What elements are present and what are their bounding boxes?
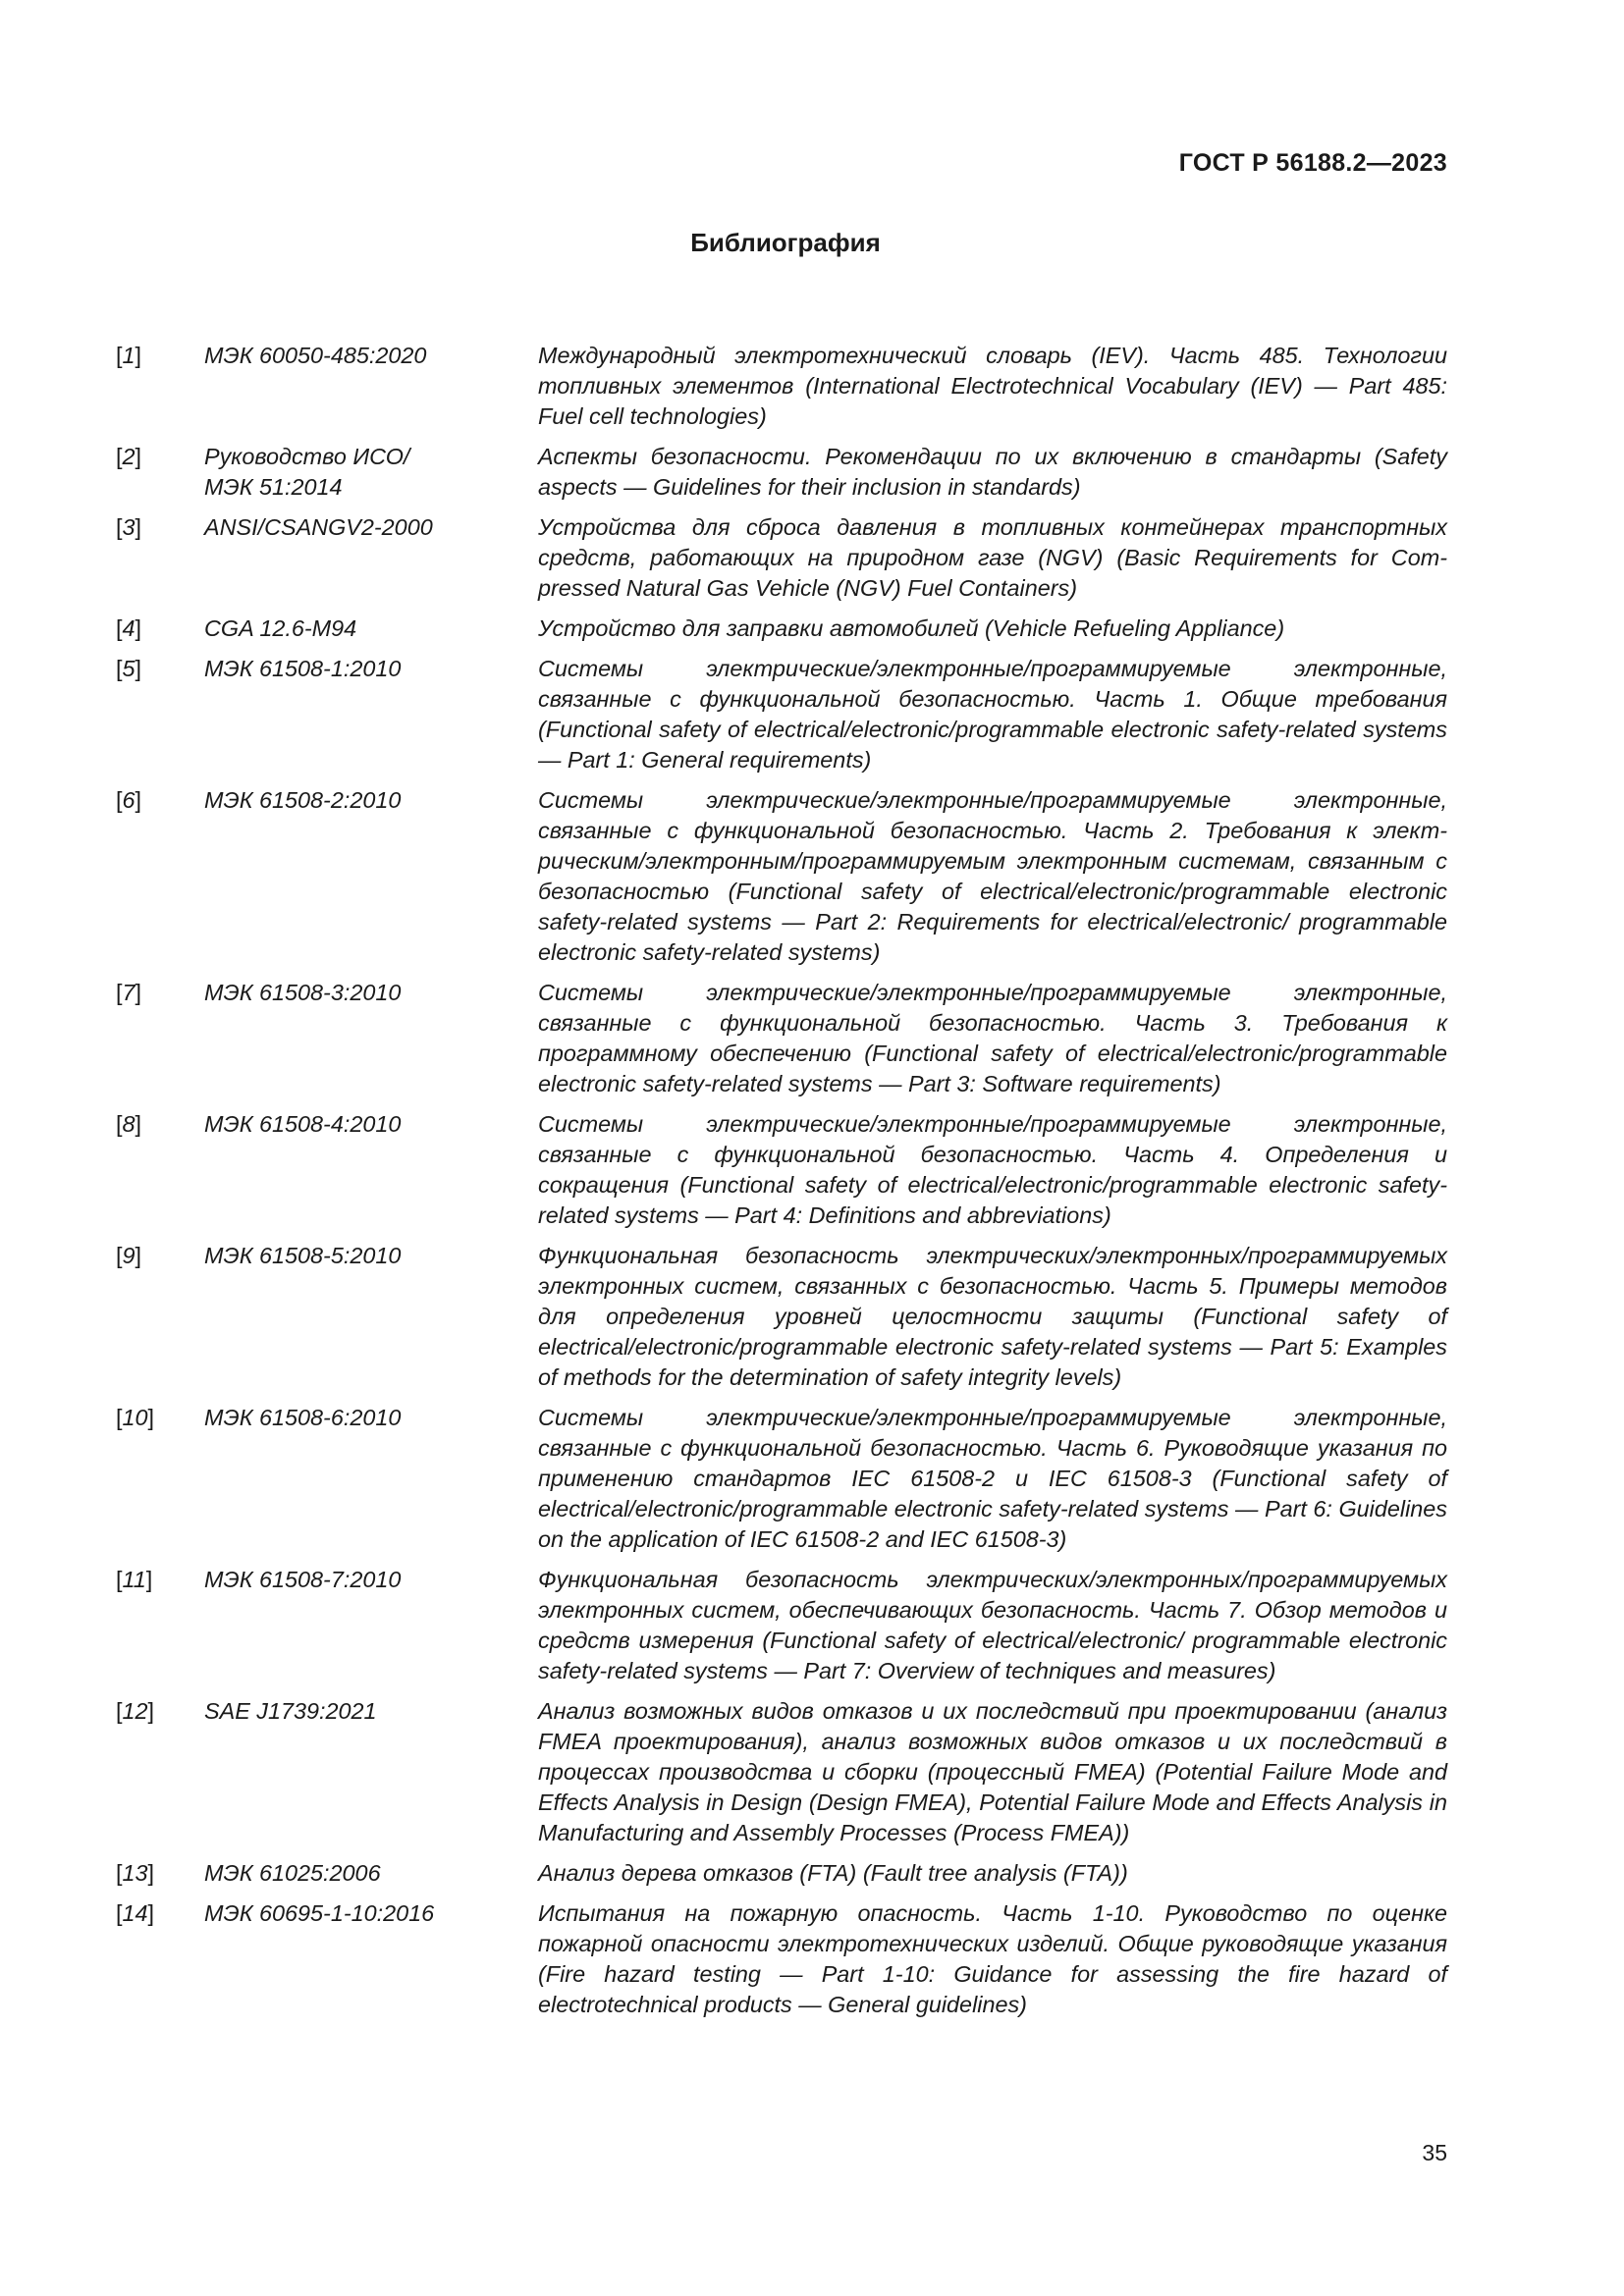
bibliography-list bbox=[116, 341, 1447, 2030]
entry-number: [10] bbox=[116, 1405, 155, 1430]
entry-description: Системы электрические/электронные/программируемые электронные, связанные с функциональной безопасностью. Часть 4. Определения и сокращения (Functional safety of electrical/electronic/programmable electronic safety-related systems — Part 4: Definitions and abbreviations) bbox=[538, 1111, 1447, 1228]
entry-number: [2] bbox=[116, 444, 142, 469]
entry-standard-code: МЭК 60695-1-10:2016 bbox=[204, 1900, 435, 1926]
entry-standard-code: МЭК 61508-3:2010 bbox=[204, 980, 402, 1005]
entry-number: [13] bbox=[116, 1860, 155, 1886]
entry-description: Системы электрические/электронные/программируемые электронные, связанные с функциональной безопасностью. Часть 6. Руководящие указания по применению стандартов IEC 61508-2 и IEC 61508-3 (Functional safety of electrical/electronic/programmable electronic safety-related systems — Part 6: Guidelines on the application of IEC 61508-2 and IEC 61508-3) bbox=[538, 1405, 1447, 1552]
entry-number: [1] bbox=[116, 343, 142, 368]
bibliography-entry bbox=[116, 654, 1447, 775]
entry-description: Международный электротехнический словарь (IEV). Часть 485. Технологии топливных элементов (International Electrotechnical Vocabulary (IEV) — Part 485: Fuel cell technologies) bbox=[538, 343, 1447, 429]
bibliography-entry bbox=[116, 1403, 1447, 1555]
entry-number: [5] bbox=[116, 656, 142, 681]
entry-standard-code: МЭК 60050-485:2020 bbox=[204, 343, 427, 368]
entry-standard-code: МЭК 61508-4:2010 bbox=[204, 1111, 402, 1137]
page-number: 35 bbox=[1422, 2140, 1447, 2165]
entry-number: [8] bbox=[116, 1111, 142, 1137]
entry-standard-code: Руководство ИСО/ МЭК 51:2014 bbox=[204, 444, 410, 500]
entry-standard-code: МЭК 61508-7:2010 bbox=[204, 1567, 402, 1592]
bibliography-entry bbox=[116, 1241, 1447, 1393]
entry-description: Испытания на пожарную опасность. Часть 1-10. Руководство по оценке пожарной опасности электротехнических изделий. Общие руководящие указания (Fire hazard testing — Part 1-10: Guidance for assessing the fire hazard of electrotechnical products — General guidelines) bbox=[538, 1900, 1447, 2017]
entry-number: [3] bbox=[116, 514, 142, 540]
bibliography-entry bbox=[116, 614, 1447, 644]
entry-standard-code: МЭК 61508-5:2010 bbox=[204, 1243, 402, 1268]
entry-description: Аспекты безопасности. Рекомендации по их включению в стандарты (Safety aspects — Guidelines for their inclusion in standards) bbox=[538, 444, 1447, 500]
entry-description: Устройства для сброса давления в топливных контейнерах транспортных средств, работающих на природном газе (NGV) (Basic Requirements for Compressed Natural Gas Vehicle (NGV) Fuel Containers) bbox=[538, 514, 1447, 601]
bibliography-entry bbox=[116, 1109, 1447, 1231]
entry-number: [6] bbox=[116, 787, 142, 813]
entry-description: Анализ возможных видов отказов и их последствий при проектировании (анализ FMEA проектирования), анализ возможных видов отказов и их последствий в процессах производства и сборки (процессный FMEA) (Potential Failure Mode and Effects Analysis in Design (Design FMEA), Potential Failure Mode and Effects Analysis in Manufacturing and Assembly Processes (Process FMEA)) bbox=[538, 1698, 1447, 1845]
document-code: ГОСТ Р 56188.2—2023 bbox=[1178, 149, 1447, 177]
entry-standard-code: SAE J1739:2021 bbox=[204, 1698, 377, 1724]
bibliography-entry bbox=[116, 1696, 1447, 1848]
bibliography-entry bbox=[116, 1565, 1447, 1686]
entry-number: [12] bbox=[116, 1698, 155, 1724]
entry-description: Системы электрические/электронные/программируемые электронные, связанные с функциональной безопасностью. Часть 2. Требования к электрическим/электронным/программируемым электронным системам, связанным с безопасностью (Functional safety of electrical/electronic/programmable electronic safety-related systems — Part 2: Requirements for electrical/electronic/ programmable electronic safety-related systems) bbox=[538, 787, 1447, 965]
entry-description: Устройство для заправки автомобилей (Vehicle Refueling Appliance) bbox=[538, 615, 1285, 641]
entry-description: Системы электрические/электронные/программируемые электронные, связанные с функциональной безопасностью. Часть 1. Общие требования (Functional safety of electrical/electronic/programmable electronic safety-related systems — Part 1: General requirements) bbox=[538, 656, 1447, 773]
bibliography-entry bbox=[116, 978, 1447, 1099]
bibliography-entry bbox=[116, 1858, 1447, 1889]
page-title: Библиография bbox=[690, 228, 881, 257]
bibliography-entry bbox=[116, 1898, 1447, 2020]
entry-standard-code: CGA 12.6-M94 bbox=[204, 615, 357, 641]
entry-description: Функциональная безопасность электрических/электронных/программируемых электронных систем, связанных с безопасностью. Часть 5. Примеры методов для определения уровней целостности защиты (Functional safety of electrical/electronic/programmable electronic safety-related systems — Part 5: Examples of methods for the determination of safety integrity levels) bbox=[538, 1243, 1447, 1390]
entry-standard-code: МЭК 61508-1:2010 bbox=[204, 656, 402, 681]
entry-standard-code: ANSI/CSANGV2-2000 bbox=[204, 514, 433, 540]
entry-number: [11] bbox=[116, 1567, 153, 1592]
entry-standard-code: МЭК 61508-2:2010 bbox=[204, 787, 402, 813]
bibliography-entry bbox=[116, 785, 1447, 968]
bibliography-entry bbox=[116, 512, 1447, 604]
entry-description: Системы электрические/электронные/программируемые электронные, связанные с функциональной безопасностью. Часть 3. Требования к программному обеспечению (Functional safety of electrical/electronic/programmable electronic safety-related systems — Part 3: Software requirements) bbox=[538, 980, 1447, 1096]
bibliography-entry bbox=[116, 442, 1447, 503]
entry-number: [9] bbox=[116, 1243, 142, 1268]
entry-number: [14] bbox=[116, 1900, 155, 1926]
entry-standard-code: МЭК 61508-6:2010 bbox=[204, 1405, 402, 1430]
bibliography-entry bbox=[116, 341, 1447, 432]
entry-description: Анализ дерева отказов (FTA) (Fault tree analysis (FTA)) bbox=[538, 1860, 1128, 1886]
entry-description: Функциональная безопасность электрических/электронных/программируемых электронных систем, обеспечивающих безопасность. Часть 7. Обзор методов и средств измерения (Functional safety of electrical/electronic/ programmable electronic safety-related systems — Part 7: Overview of techniques and measures) bbox=[538, 1567, 1447, 1683]
entry-number: [4] bbox=[116, 615, 142, 641]
entry-number: [7] bbox=[116, 980, 142, 1005]
entry-standard-code: МЭК 61025:2006 bbox=[204, 1860, 381, 1886]
